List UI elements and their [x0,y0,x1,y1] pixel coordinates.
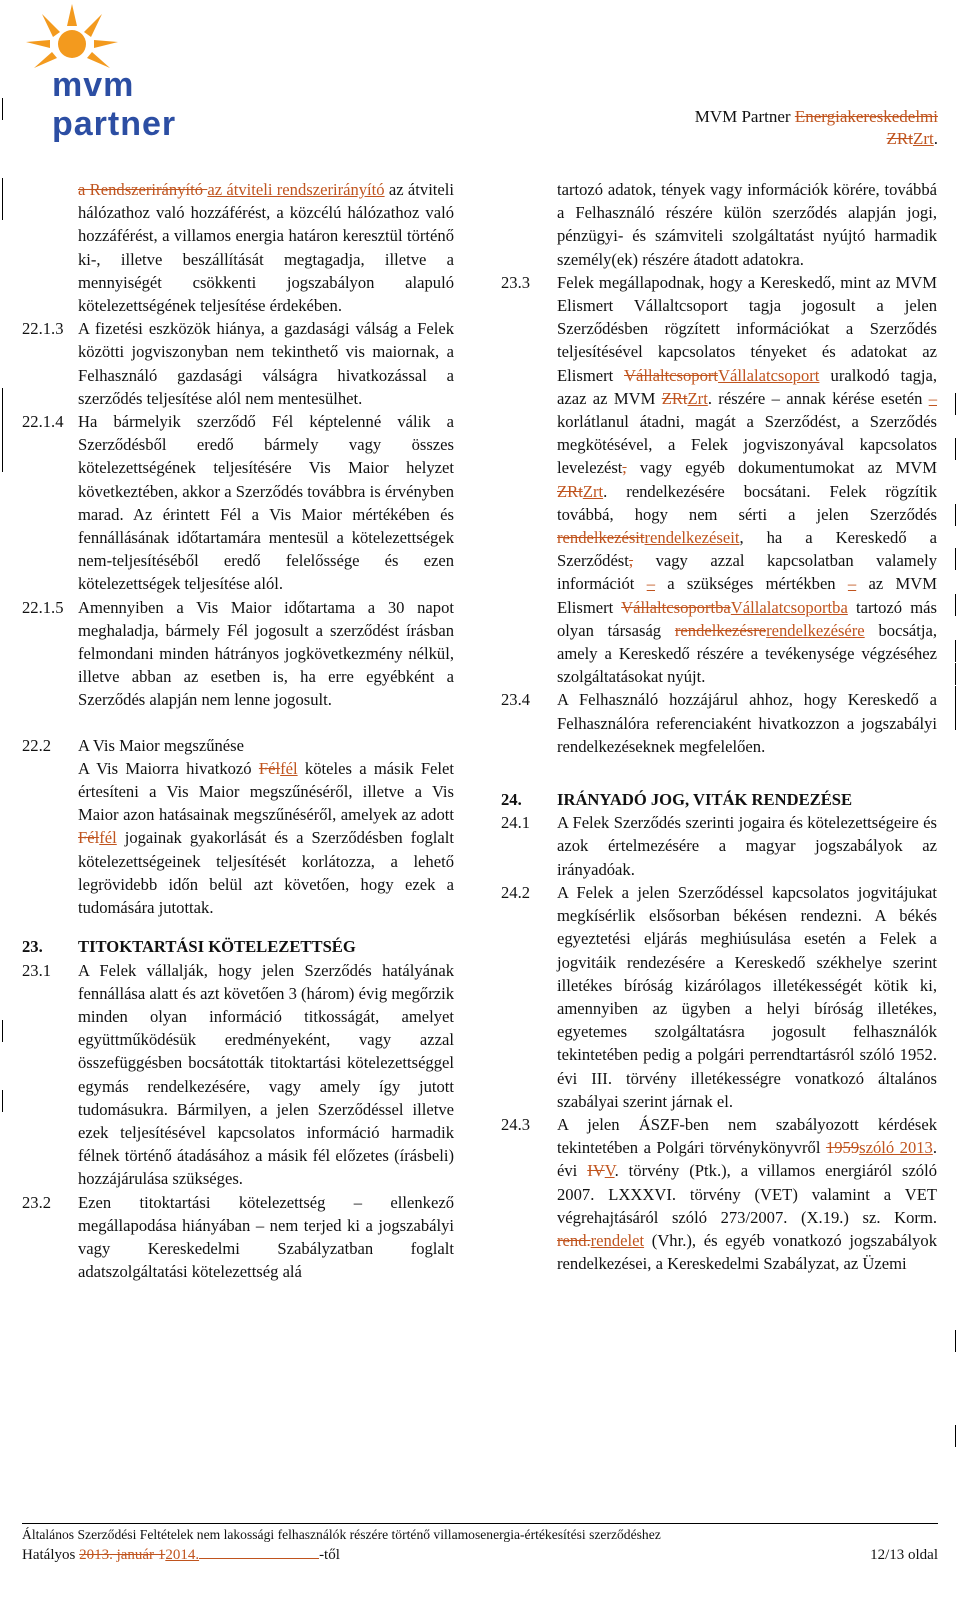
clause-22-2-text: A Vis Maiorra hivatkozó Félfél köteles a másik Felet értesíteni a Vis Maior megszűnéséről, illetve a Vis Maior azon hatásainak megszűnéséről, amelyek az adott Félfél jogainak gyakorlását és a Szerződésben foglalt kötelezettségeinek teljesítését korlátozza, a lehető legrövidebb időn belül azt követően, hogy ezek a tudomására jutottak. [78,758,454,918]
footer-effective-date: Hatályos 2013. január 12014. -től [22,1547,340,1563]
change-bar [955,438,956,460]
footer-document-title: Általános Szerződési Feltételek nem lakossági felhasználók részére történő villamosenergia-értékesítési szerződéshez [22,1527,661,1542]
clause-23-3: 23.3 Felek megállapodnak, hogy a Kereskedő, mint az MVM Elismert Vállaltcsoport tagja jogosult a jelen Szerződésben rögzített információkat a Szerződés teljesítésével kapcsolatos tényeket és adatokat az Elismert VállaltcsoportVállalatcsoport uralkodó tagja, azaz az MVM ZRtZrt. részére – annak kérése esetén – korlátlanul átadni, magát a Szerződést, a Szerződés megkötésével, a Felek jogviszonyával kapcsolatos levelezést, vagy egyéb dokumentumokat az MVM ZRtZrt. rendelkezésére bocsátani. Felek rögzítik továbbá, hogy nem sérti a jelen Szerződés rendelkezésitrendelkezéseit, ha a Kereskedő a Szerződést, vagy azzal kapcsolatban valamely információt – a szükséges mértékben – az MVM Elismert VállaltcsoportbaVállalatcsoportba tartozó más olyan társaság rendelkezésrerendelkezésére bocsátja, amely a Kereskedő részére a tevékenysége végzéséhez szolgáltatásokat nyújt. [501,272,937,687]
clause-22-1-3 [22,317,454,410]
logo-text: mvm partner [52,66,177,143]
change-bar [955,686,956,730]
footer-page-number: 12/13 oldal [870,1547,938,1563]
sun-icon [22,4,132,74]
clause-text: Amennyiben a Vis Maior időtartama a 30 napot meghaladja, bármely Fél jogosult a szerződést írásban felmondani minden hátrányos jogkövetkezmény nélkül, illetve abban az esetben is, ha erre egyébként a Szerződés alapján nem lenne jogosult. [78,597,454,710]
clause-number: 22.1.4 [22,412,64,432]
clause-24-2: 24.2 A Felek a jelen Szerződéssel kapcsolatos jogvitájukat megkísérlik elsősorban békésen rendezni. A békés egyeztetési eljárás meghiúsulása esetén a Felek a jogvitáik rendezésére a Kereskedő székhelye szerint illetékes bíróság kizárólagos illetékességét kötik ki, amennyiben az ügyben a helyi bíróság illetékes, egyetemes szolgáltatásra jogosult felhasználók tekintetében pedig a polgári perrendtartásról szóló 1952. évi III. törvény illetékességre vonatkozó általános szabályai szerint járnak el. [501,882,937,1111]
clause-22-2-heading: 22.2 A Vis Maior megszűnése [22,735,244,755]
clause-23-2: 23.2 Ezen titoktartási kötelezettség – ellenkező megállapodása hiányában – nem terjed ki a jogszabályi vagy Kereskedelmi Szabályzatban foglalt adatszolgáltatási kötelezettség alá [22,1192,454,1282]
section-heading-23: 23. TITOKTARTÁSI KÖTELEZETTSÉG [22,937,356,957]
header-zrt-deleted: ZRt [886,129,913,148]
left-column [22,178,454,1283]
change-bar [955,504,956,526]
header-company-deleted: Energiakereskedelmi [794,107,938,126]
change-bar [955,594,956,616]
change-bar [2,98,3,120]
page-footer [22,1523,938,1564]
header-zrt-inserted: Zrt [912,129,934,148]
change-bar [955,1330,956,1352]
change-bar [955,393,956,415]
page-header: MVM Partner Energiakereskedelmi ZRtZrt. [694,107,938,148]
change-bar [2,1090,3,1112]
change-bar [955,640,956,662]
change-bar [2,388,3,472]
clause-23-4: 23.4 A Felhasználó hozzájárul ahhoz, hogy Kereskedő a Felhasználóra referenciaként hivatkozzon a jogszabályi rendelkezéseknek megfelelően. [501,690,937,756]
clause-22-1-4 [22,410,454,596]
clause-text: Ha bármelyik szerződő Fél képtelenné válik a Szerződésből eredő bármely vagy összes kötelezettségének teljesítésére Vis Maior helyzet következtében, akkor a Szerződés továbbra is érvényben marad. Az érintett Fél a Vis Maior mértékében és fennállásának időtartamára mentesül a kötelezettségek nem-teljesítéséből eredő felelőssége és ezen kötelezettségek teljesítése alól. [78,412,454,594]
clause-24-1: 24.1 A Felek Szerződés szerinti jogaira és kötelezettségeire és azok értelmezésére a magyar jogszabályok az irányadóak. [501,813,937,879]
clause-24-3: 24.3 A jelen ÁSZF-ben nem szabályozott kérdések tekintetében a Polgári törvénykönyvről 1959szóló 2013. évi IVV. törvény (Ptk.), a villamos energiáról szóló 2007. LXXXVI. törvény (VET) valamint a VET végrehajtásáról szóló 273/2007. (X.19.) sz. Korm. rend.rendelet (Vhr.), és egyéb vonatkozó jogszabályok rendelkezései, a Kereskedelmi Szabályzat, az Üzemi [501,1114,938,1274]
change-bar [955,548,956,570]
change-bar [2,1020,3,1042]
clause-22-1-5 [22,596,454,712]
clause-23-1: 23.1 A Felek vállalják, hogy jelen Szerződés hatályának fennállása alatt és azt követően 3 (három) évig megőrzik minden olyan információ titkosságát, amelyet együttműködésük eredményeként, vagy azzal összefüggésben bocsátották titoktartási kötelezettséggel egymás rendelkezésére, vagy amely így jutott tudomásukra. Bármilyen, a jelen Szerződéssel illetve ezek teljesítésével kapcsolatos információ harmadik félnek történő átadásához a másik fél előzetes (írásbeli) hozzájárulása szükséges. [22,960,454,1189]
change-bar [955,1425,956,1447]
mvm-partner-logo [22,4,262,143]
section-heading-24: 24. IRÁNYADÓ JOG, VITÁK RENDEZÉSE [501,790,853,810]
clause-number: 22.1.3 [22,319,64,339]
header-company: MVM Partner [694,107,795,126]
clause-number: 22.1.5 [22,597,64,617]
right-column [501,178,937,1275]
clause-text: A fizetési eszközök hiánya, a gazdasági válság a Felek közötti jogviszonyban nem tekinthető vis maiornak, a Felhasználó gazdasági válságra hivatkozással a szerződés teljesítése alól nem mentesülhet. [78,319,454,408]
clause-23-2-continued: tartozó adatok, tények vagy információk körére, továbbá a Felhasználó részére külön szerződés alapján jogi, pénzügyi- és számviteli szolgáltatást nyújtó harmadik személy(ek) részére átadott adatokra. [557,180,937,269]
paragraph-22-1-2-continued: a Rendszerirányító az átviteli rendszerirányító az átviteli hálózathoz való hozzáférést, a közcélú hálózathoz való hozzáférést, a villamos energia határon keresztül történő ki-, illetve beszállítását megtagadja, illetve a mennyiségét csökkenti jogszabályon alapuló kötelezettségének teljesítése érdekében. [78,180,455,316]
change-bar [2,178,3,220]
change-bar [955,663,956,685]
